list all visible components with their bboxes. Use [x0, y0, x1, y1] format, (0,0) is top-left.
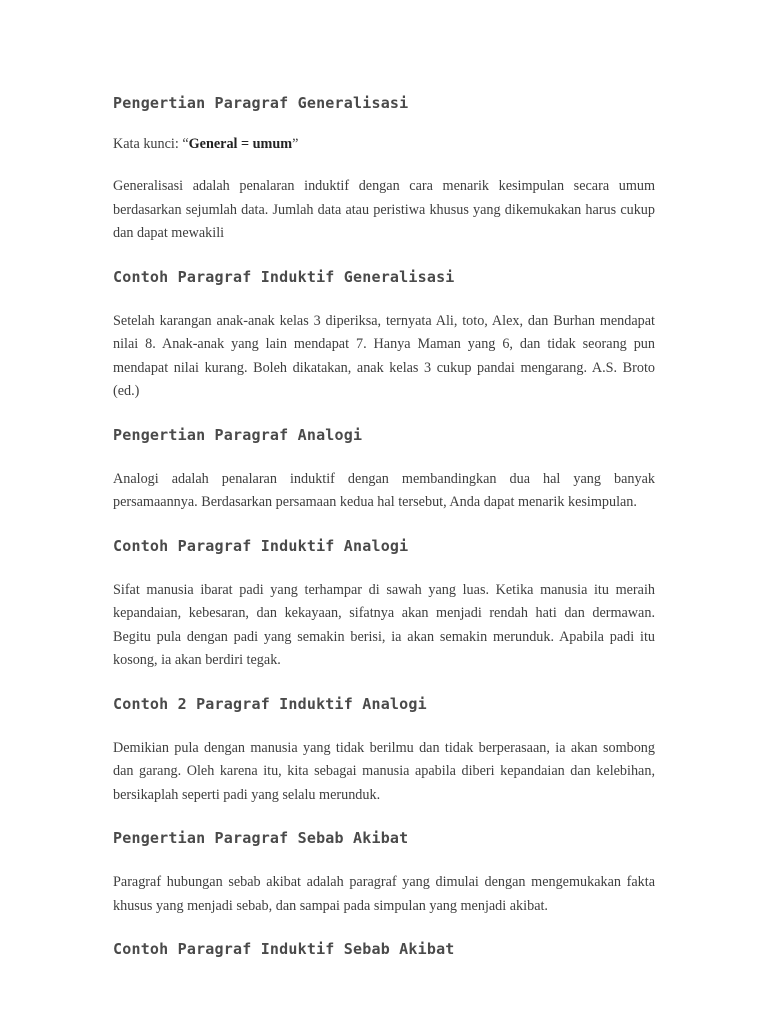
spacer: [113, 807, 655, 829]
paragraph-sebab-akibat-definition: Paragraf hubungan sebab akibat adalah paragraf yang dimulai dengan mengemukakan fakta khusus yang menjadi sebab, dan sampai pada simpulan yang menjadi akibat.: [113, 874, 655, 914]
spacer: [113, 918, 655, 940]
spacer: [113, 444, 655, 468]
spacer: [113, 673, 655, 695]
paragraph-generalisasi-definition: Generalisasi adalah penalaran induktif dengan cara menarik kesimpulan secara umum berdasarkan sejumlah data. Jumlah data atau peristiwa khusus yang dikemukakan harus cukup dan dapat mewakili: [113, 178, 655, 241]
spacer: [113, 112, 655, 136]
paragraph-analogi-definition: Analogi adalah penalaran induktif dengan membandingkan dua hal yang banyak persamaannya. Berdasarkan persamaan kedua hal tersebut, Anda dapat menarik kesimpulan.: [113, 470, 655, 510]
spacer: [113, 847, 655, 871]
keyword-suffix: ”: [292, 136, 299, 152]
section-heading-contoh-analogi: Contoh Paragraf Induktif Analogi: [113, 536, 409, 555]
paragraph-contoh-analogi: Sifat manusia ibarat padi yang terhampar di sawah yang luas. Ketika manusia itu meraih kepandaian, kebesaran, dan kekayaan, sifatnya akan menjadi rendah hati dan dermawan. Begitu pula dengan padi yang semakin berisi, ia akan semakin merunduk. Apabila padi itu kosong, ia akan berdiri tegak.: [113, 581, 655, 668]
keyword-prefix: Kata kunci: “: [113, 136, 189, 152]
spacer: [113, 404, 655, 426]
paragraph-contoh-generalisasi: Setelah karangan anak-anak kelas 3 diperiksa, ternyata Ali, toto, Alex, dan Burhan mendapat nilai 8. Anak-anak yang lain mendapat 7. Hanya Maman yang 6, dan tidak seorang pun mendapat nilai kurang. Boleh dikatakan, anak kelas 3 cukup pandai mengarang. A.S. Broto (ed.): [113, 312, 655, 399]
section-heading-contoh-generalisasi: Contoh Paragraf Induktif Generalisasi: [113, 267, 455, 286]
keyword-line: [113, 136, 655, 153]
section-heading-contoh-sebab-akibat: Contoh Paragraf Induktif Sebab Akibat: [113, 940, 455, 958]
keyword-bold: General = umum: [188, 136, 293, 152]
section-heading-analogi: Pengertian Paragraf Analogi: [113, 425, 363, 444]
section-heading-generalisasi: Pengertian Paragraf Generalisasi: [113, 94, 409, 112]
section-heading-contoh-2-analogi: Contoh 2 Paragraf Induktif Analogi: [113, 694, 427, 713]
spacer: [113, 515, 655, 537]
spacer: [113, 286, 655, 310]
spacer: [113, 153, 655, 175]
spacer: [113, 555, 655, 579]
spacer: [113, 246, 655, 268]
spacer: [113, 713, 655, 737]
document-page: [113, 92, 655, 958]
paragraph-contoh-2-analogi: Demikian pula dengan manusia yang tidak berilmu dan tidak berperasaan, ia akan sombong dan garang. Oleh karena itu, kita sebagai manusia apabila diberi kepandaian dan kelebihan, bersikaplah seperti padi yang selalu merunduk.: [113, 739, 655, 803]
section-heading-sebab-akibat: Pengertian Paragraf Sebab Akibat: [113, 829, 409, 847]
